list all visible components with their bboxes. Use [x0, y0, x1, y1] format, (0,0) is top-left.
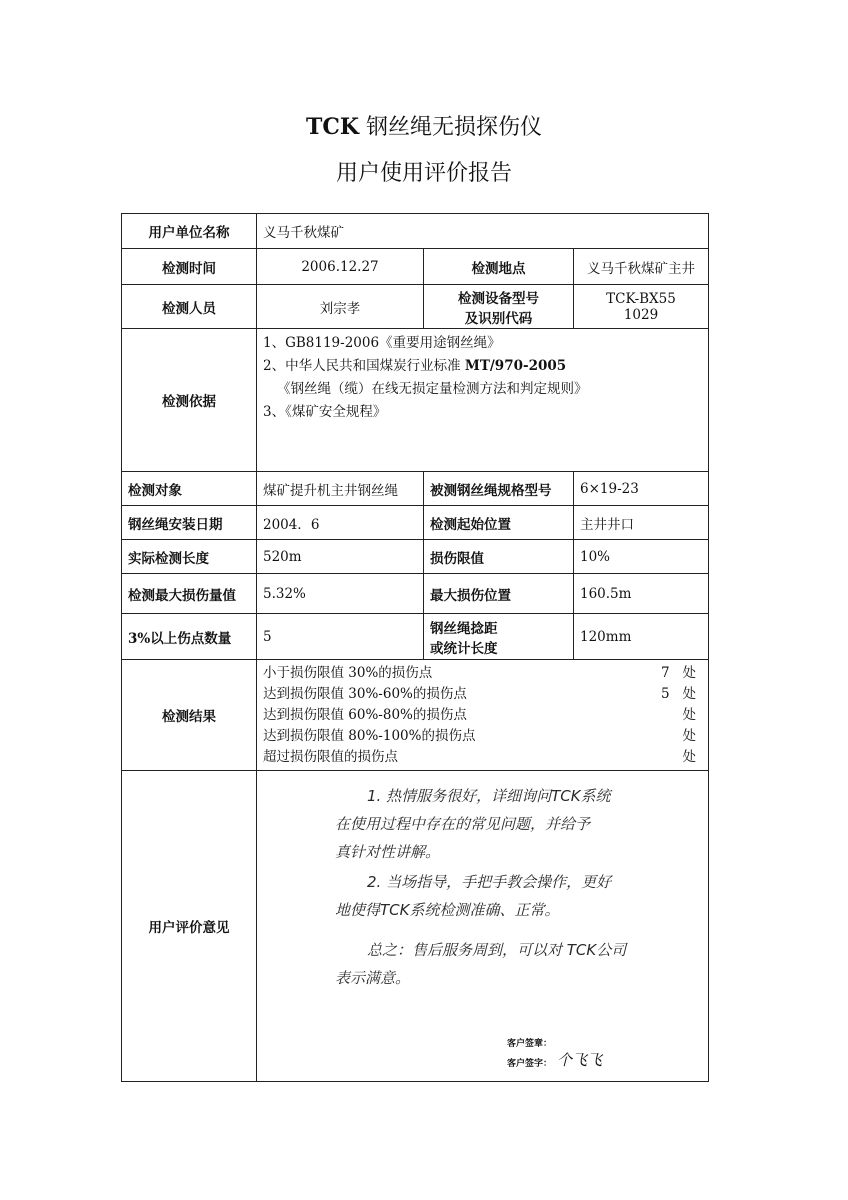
- test-place-label: 检测地点: [424, 249, 574, 285]
- object-value: 煤矿提升机主井钢丝绳: [257, 472, 424, 506]
- device-label: [424, 285, 574, 329]
- lay-length-label: [424, 614, 574, 660]
- report-title-line2: 用户使用评价报告: [335, 161, 512, 186]
- device-label-line1: 检测设备型号: [458, 290, 539, 307]
- device-model: TCK-BX55: [606, 290, 676, 307]
- lay-length-value: 120mm: [574, 614, 709, 660]
- lay-length-label-line2: 或统计长度: [430, 640, 498, 657]
- length-value: 520m: [257, 540, 424, 574]
- opinion-label: 用户评价意见: [122, 771, 257, 1082]
- inspector-value: 刘宗孝: [257, 285, 424, 329]
- basis-item-3: 3、《煤矿安全规程》: [263, 404, 387, 420]
- opinion-handwriting-line: 在使用过程中存在的常见问题，并给予: [335, 815, 591, 833]
- basis-item-2-title: 《钢丝绳（缆）在线无损定量检测方法和判定规则》: [277, 381, 588, 397]
- customer-signature: 个飞飞: [557, 1051, 603, 1069]
- opinion-handwriting-line: 表示满意。: [335, 969, 411, 987]
- basis-item-2: [263, 355, 702, 378]
- opinion-handwriting-line: 总之：售后服务周到，可以对 TCK公司: [367, 941, 627, 959]
- result-list: [257, 660, 709, 771]
- damage-limit-label: 损伤限值: [424, 540, 574, 574]
- test-time-label: 检测时间: [122, 249, 257, 285]
- install-date-label: 钢丝绳安装日期: [122, 506, 257, 540]
- result-row: [263, 747, 702, 768]
- result-text: 小于损伤限值 30%的损伤点: [263, 664, 433, 681]
- max-damage-value: 5.32%: [257, 574, 424, 614]
- user-unit-value: 义马千秋煤矿: [257, 214, 709, 249]
- result-row: [263, 663, 702, 684]
- max-damage-position-label: 最大损伤位置: [424, 574, 574, 614]
- result-text: 达到损伤限值 30%-60%的损伤点: [263, 685, 467, 702]
- test-time-value: 2006.12.27: [257, 249, 424, 285]
- basis-content: [257, 329, 709, 472]
- damage-limit-value: 10%: [574, 540, 709, 574]
- opinion-handwriting-line: 1. 热情服务很好，详细询问TCK系统: [367, 787, 611, 805]
- test-place-value: 义马千秋煤矿主井: [574, 249, 709, 285]
- rope-spec-label: 被测钢丝绳规格型号: [424, 472, 574, 506]
- basis-label: 检测依据: [122, 329, 257, 472]
- result-text: 达到损伤限值 60%-80%的损伤点: [263, 706, 467, 723]
- max-damage-position-value: 160.5m: [574, 574, 709, 614]
- customer-signature-label: 客户签字：: [507, 1059, 553, 1069]
- basis-item-2-text: 2、中华人民共和国煤炭行业标准: [263, 358, 461, 374]
- title-rest: 钢丝绳无损探伤仪: [359, 115, 542, 140]
- result-text: 达到损伤限值 80%-100%的损伤点: [263, 727, 476, 744]
- device-label-line2: 及识别代码: [464, 310, 533, 327]
- user-unit-label: 用户单位名称: [122, 214, 257, 249]
- start-position-label: 检测起始位置: [424, 506, 574, 540]
- result-count: 处: [682, 727, 697, 744]
- result-count: 5 处: [661, 685, 697, 702]
- result-count: 处: [682, 748, 697, 765]
- result-row: [263, 684, 702, 705]
- rope-spec-value: 6×19-23: [574, 472, 709, 506]
- result-row: [263, 726, 702, 747]
- above-3pct-value: 5: [257, 614, 424, 660]
- opinion-handwriting-line: 2. 当场指导，手把手教会操作，更好: [367, 873, 612, 891]
- install-date-value: 2004．6: [257, 506, 424, 540]
- opinion-handwriting-line: 地使得TCK系统检测准确、正常。: [335, 901, 560, 919]
- title-prefix: TCK: [305, 114, 359, 140]
- length-label: 实际检测长度: [122, 540, 257, 574]
- basis-standard-code: MT/970-2005: [464, 358, 567, 374]
- report-title-line1: [0, 110, 848, 141]
- evaluation-table: [121, 213, 709, 1082]
- lay-length-label-line1: 钢丝绳捻距: [430, 620, 498, 637]
- result-label: 检测结果: [122, 660, 257, 771]
- object-label: 检测对象: [122, 472, 257, 506]
- device-code: 1029: [623, 306, 659, 323]
- inspector-label: 检测人员: [122, 285, 257, 329]
- above-3pct-label: 3%以上伤点数量: [122, 614, 257, 660]
- device-value: [574, 285, 709, 329]
- result-count: 7 处: [661, 664, 697, 681]
- result-row: [263, 705, 702, 726]
- customer-seal-label: 客户签章：: [507, 1039, 553, 1049]
- result-count: 处: [682, 706, 697, 723]
- result-text: 超过损伤限值的损伤点: [263, 748, 398, 765]
- max-damage-label: 检测最大损伤量值: [122, 574, 257, 614]
- basis-item-1: 1、GB8119-2006《重要用途钢丝绳》: [263, 335, 501, 351]
- start-position-value: 主井井口: [574, 506, 709, 540]
- opinion-handwriting-line: 真针对性讲解。: [335, 843, 441, 861]
- opinion-content: [257, 771, 709, 1082]
